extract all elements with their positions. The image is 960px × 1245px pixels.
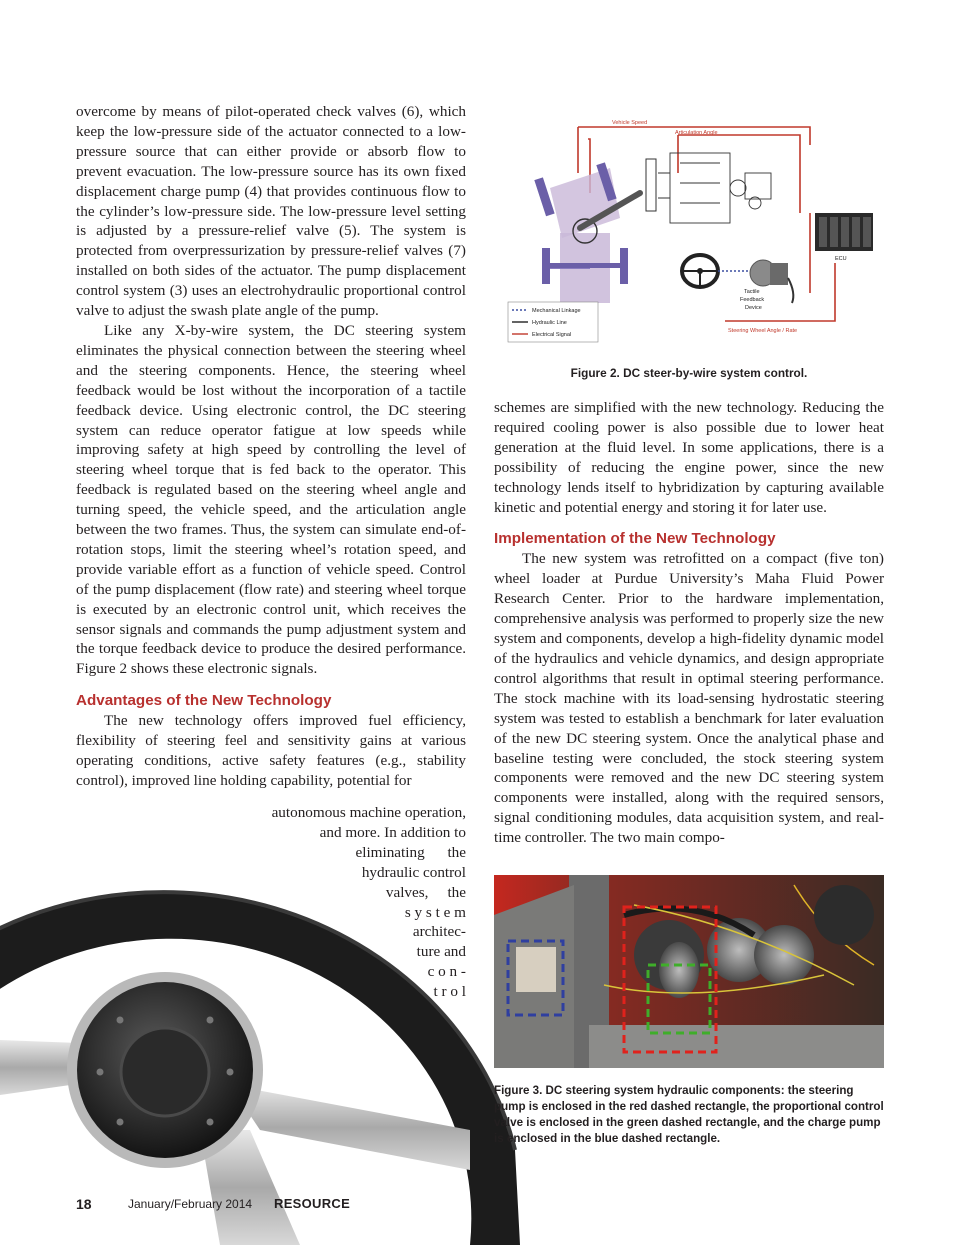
page-number: 18	[76, 1196, 92, 1212]
figure-2-caption: Figure 2. DC steer-by-wire system control.	[570, 366, 808, 380]
legend-hydraulic-line: Hydraulic Line	[532, 320, 567, 326]
label-device: Device	[745, 305, 762, 311]
right-column	[494, 398, 884, 848]
wheel-loader-schematic	[534, 159, 656, 303]
hydraulic-circuit	[658, 153, 771, 223]
wrap-line: s y s t e m	[404, 903, 466, 921]
label-steering-wheel-angle: Steering Wheel Angle / Rate	[728, 328, 798, 334]
wrap-line: architec-	[412, 923, 466, 941]
left-column	[76, 102, 466, 791]
label-feedback: Feedback	[740, 297, 765, 303]
wrap-line: eliminating the	[355, 843, 466, 861]
ecu-unit	[815, 213, 873, 251]
right-paragraph-2: The new system was retrofitted on a compact (five ton) wheel loader at Purdue University’s Maha Fluid Power Research Center. Prior to the hardware implementation, comprehensive analysis was performed to properly size the new system and components, develop a high-fidelity dynamic model of the hydraulics and vehicle dynamics, and design appropriate control algorithms that result in optimal steering performance. The stock machine with its load-sensing hydrostatic steering system was tested to establish a benchmark for later evaluation of the new DC steering system. Once the analytical phase and baseline testing were concluded, the stock steering system components were removed and the new DC steering system components were installed, along with the required sensors, signal conditioning modules, data acquisition system, and real-time controller. The two main compo-	[494, 550, 884, 847]
magazine-name: RESOURCE	[274, 1196, 351, 1211]
wrap-line: autonomous machine operation,	[271, 804, 466, 821]
label-articulation-angle: Articulation Angle	[675, 130, 718, 136]
steering-wheel-icon	[682, 255, 718, 287]
wrap-text-around-wheel	[76, 803, 466, 1002]
advantages-heading: Advantages of the New Technology	[76, 692, 332, 710]
wrap-line: c o n -	[427, 963, 466, 981]
electrical-signal-lines	[578, 127, 835, 321]
label-ecu: ECU	[835, 256, 847, 262]
figure-3-caption: Figure 3. DC steering system hydraulic components: the steering pump is enclosed in the red dashed rectangle, the proportional control valve is enclosed in the green dashed rectangle, and the charge pump is enclosed in the blue dashed rectangle.	[494, 1084, 884, 1145]
wrap-line: valves, the	[385, 883, 466, 901]
figure-3-photo	[494, 875, 884, 1068]
implementation-heading: Implementation of the New Technology	[494, 530, 776, 548]
left-paragraph-2: Like any X-by-wire system, the DC steering system eliminates the physical connection between the steering wheel and the steering components. Hence, the steering wheel feedback would be lost without the incorporation of a tactile feedback device. Using electronic control, the DC steering system can reduce operator fatigue at low speeds while improving safety at high speed by controlling the level of steering wheel torque that is fed back to the operator. This feedback is regulated based on the steering wheel angle and turning speed, the vehicle speed, and the articulation angle between the two frames. Thus, the system can simulate end-of-rotation stops, limit the steering wheel’s rotation speed, and provide variable effort as a function of vehicle speed. Control of the pump displacement (flow rate) and steering wheel torque is executed by an electronic control unit, which receives the sensor signals and commands the pump adjustment system and the torque feedback device to produce the desired performance. Figure 2 shows these electronic signals.	[76, 321, 466, 678]
figure-2-legend	[508, 302, 598, 342]
right-paragraph-1: schemes are simplified with the new technology. Reducing the required cooling power is also possible due to lower heat generation at the fluid level. In some applications, there is a possibility of reducing the engine power, since the new technology lends itself to hybridization by capturing available kinetic and potential energy and storing it for later use.	[494, 399, 884, 516]
legend-mechanical-linkage: Mechanical Linkage	[532, 308, 581, 314]
left-paragraph-1: overcome by means of pilot-operated check valves (6), which keep the low-pressure side of the actuator connected to a low-pressure source that can either provide or absorb flow to prevent evacuation. The low-pressure source has its own fixed displacement charge pump (4) that provides continuous flow to the cylinder’s low-pressure side. The low-pressure level setting is adjusted by a pressure-relief valve (5). The system is protected from overpressurization by pressure-relief valves (7) installed on both sides of the actuator. The pump displacement control system (3) uses an electrohydraulic proportional control valve to adjust the swash plate angle of the pump.	[76, 103, 466, 320]
left-paragraph-3: The new technology offers improved fuel efficiency, flexibility of steering feel and sensitivity gains at various operating conditions, active safety features (e.g., stability control), improved line holding capability, potential for	[76, 712, 466, 789]
wrap-line: t r o l	[433, 983, 466, 1001]
label-vehicle-speed: Vehicle Speed	[612, 120, 648, 126]
wrap-line: and more. In addition to	[319, 823, 466, 841]
wrap-line: ture and	[416, 943, 466, 961]
issue-date: January/February 2014	[128, 1197, 253, 1211]
wrap-line: hydraulic control	[361, 863, 466, 881]
legend-electrical-signal: Electrical Signal	[532, 332, 572, 338]
figure-2-diagram	[500, 113, 880, 353]
label-tactile: Tactile	[744, 289, 760, 295]
